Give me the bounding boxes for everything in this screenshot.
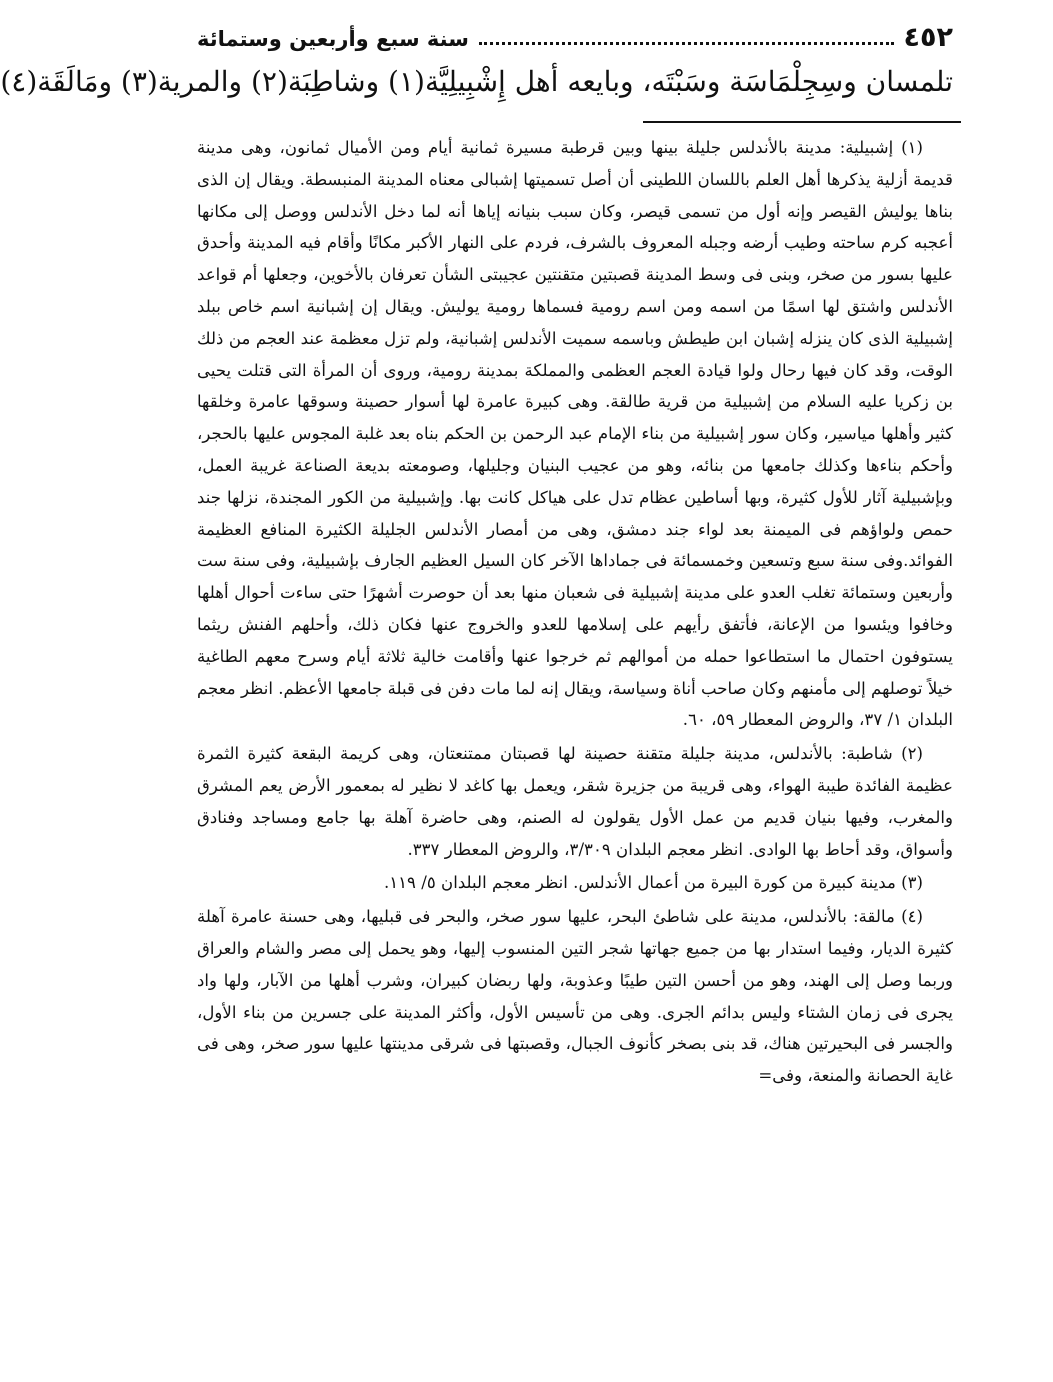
footnote-4-malaga: (٤) مالقة: بالأندلس، مدينة على شاطئ البحر، عليها سور صخر، والبحر فى قبليها، وهى حسنة عامرة آهلة كثيرة الديار، وفيما استدار بها من جميع جهاتها شجر التين المنسوب إليها، وهو يحمل إلى مصر والشام والعراق وربما وصل إلى الهند، وهو من أحسن التين طيبًا وعذوبة، ولها ربضان كبيران، وشرب أهلها من الآبار، ولها واد يجرى فى زمان الشتاء وليس بدائم الجرى. وهى من تأسيس الأول، وأكثر المدينة على جسرين من بناء الأول، والجسر فى البحيرتين هناك، قد بنى بصخر كأنوف الجبال، وقصبتها فى شرقى مدينتها عليها سور صخر، وهى فى غاية الحصانة والمنعة، وفى= (197, 907, 953, 1086)
page-header (197, 22, 953, 53)
page-number: ٤٥٢ (903, 22, 953, 53)
footnote-separator-rule (643, 121, 961, 123)
footnote-3-almeria: (٣) مدينة كبيرة من كورة البيرة من أعمال الأندلس. انظر معجم البلدان ٥/ ١١٩. (383, 873, 923, 893)
running-title: سنة سبع وأربعين وستمائة (197, 27, 469, 51)
footnotes (197, 132, 953, 1092)
footnote-1-seville: (١) إشبيلية: مدينة بالأندلس جليلة بينها وبين قرطبة مسيرة ثمانية أيام ومن الأميال ثمانون، وهى مدينة قديمة أزلية يذكرها أهل العلم باللسان اللطينى أن أصل تسميتها إشبالى معناه المدينة المنبسطة. ويقال إن الذى بناها يوليش القيصر وإنه أول من تسمى قيصر، وكان سبب بنيانه إياها أنه لما دخل الأندلس ووصل إلى مكانها أعجبه كرم ساحته وطيب أرضه وجبله المعروف بالشرف، فردم على النهار الأكبر مكانًا وأقام فيه المدينة وأحدق عليها بسور من صخر، وبنى فى وسط المدينة قصبتين متقنتين عجيبتى الشأن تعرفان بالأخوين، وجعلها أم قواعد الأندلس واشتق لها اسمًا من اسمه ومن اسم رومية فسماها رومية يوليش. ويقال إن إشبانية اسم خاص ببلد إشبيلية الذى كان ينزله إشبان ابن طيطش وباسمه سميت الأندلس إشبانية، ولم تزل معظمة عند العجم من ذلك الوقت، وقد كان فيها رحال ولوا قيادة العجم العظمى والمملكة بمدينة رومية، وروى أن المرأة التى قتلت يحيى بن زكريا عليه السلام من إشبيلية من قرية طالقة. وهى كبيرة عامرة لها أسوار حصينة وسوقها عامرة وخلقها كثير وأهلها مياسير، وكان سور إشبيلية من بناء الإمام عبد الرحمن بن الحكم بناه بعد غلبة المجوس عليها بالحجر، وأحكم بناءها وكذلك جامعها من بنائه، وهو من عجيب البنيان وجليلها، وصومعته بديعة الصناعة غريبة العمل، وبإشبيلية آثار للأول كثيرة، وبها أساطين عظام تدل على هياكل كانت بها. وإشبيلية من الكور المجندة، نزلها جند حمص ولواؤهم فى الميمنة بعد لواء جند دمشق، وهى من أمصار الأندلس الجليلة الكثيرة المنافع العظيمة الفوائد.وفى سنة سبع وتسعين وخمسمائة فى جماداها الآخر كان السيل العظيم الجارف بإشبيلية، وفى سنة ست وأربعين وستمائة تغلب العدو على مدينة إشبيلية فى شعبان منها بعد أن حوصرت أشهرًا حتى ساءت أحوال أهلها وخافوا ويئسوا من الإعانة، فأتفق رأيهم على إسلامها للعدو والخروج عنها فكان ذلك، وأحلهم الفنش ريثما يستوفون احتمال ما استطاعوا حمله من أموالهم ثم خرجوا عنها وأقامت خالية ثلاثة أيام وسرح معهم الطاغية خيلاً توصلهم إلى مأمنهم وكان صاحب أناة وسياسة، ويقال إنه لما مات دفن فى قبلة جامعها الأعظم. انظر معجم البلدان ١/ ٣٧، والروض المعطار ٥٩، ٦٠. (197, 138, 953, 730)
footnote-2-xativa: (٢) شاطبة: بالأندلس، مدينة جليلة متقنة حصينة لها قصبتان ممتنعتان، وهى كريمة البقعة كثيرة الثمرة عظيمة الفائدة طيبة الهواء، وهى قريبة من جزيرة شقر، ويعمل بها كاغد لا نظير له بمعمور الأرض يعم المشرق والمغرب، وفيها بنيان قديم من عمل الأول يقولون له الصنم، وهى حاضرة آهلة بها جامع ومساجد وفنادق وأسواق، وقد أحاط بها الوادى. انظر معجم البلدان ٣/٣٠٩، والروض المعطار ٣٣٧. (197, 744, 953, 859)
header-dotted-leader (479, 30, 894, 45)
main-text: تلمسان وسِجِلْمَاسَة وسَبْتَه، وبايعه أهل إِشْبِيلِيَّة(١) وشاطِبَة(٢) والمرية(٣) ومَالَقَة(٤) (0, 65, 953, 98)
